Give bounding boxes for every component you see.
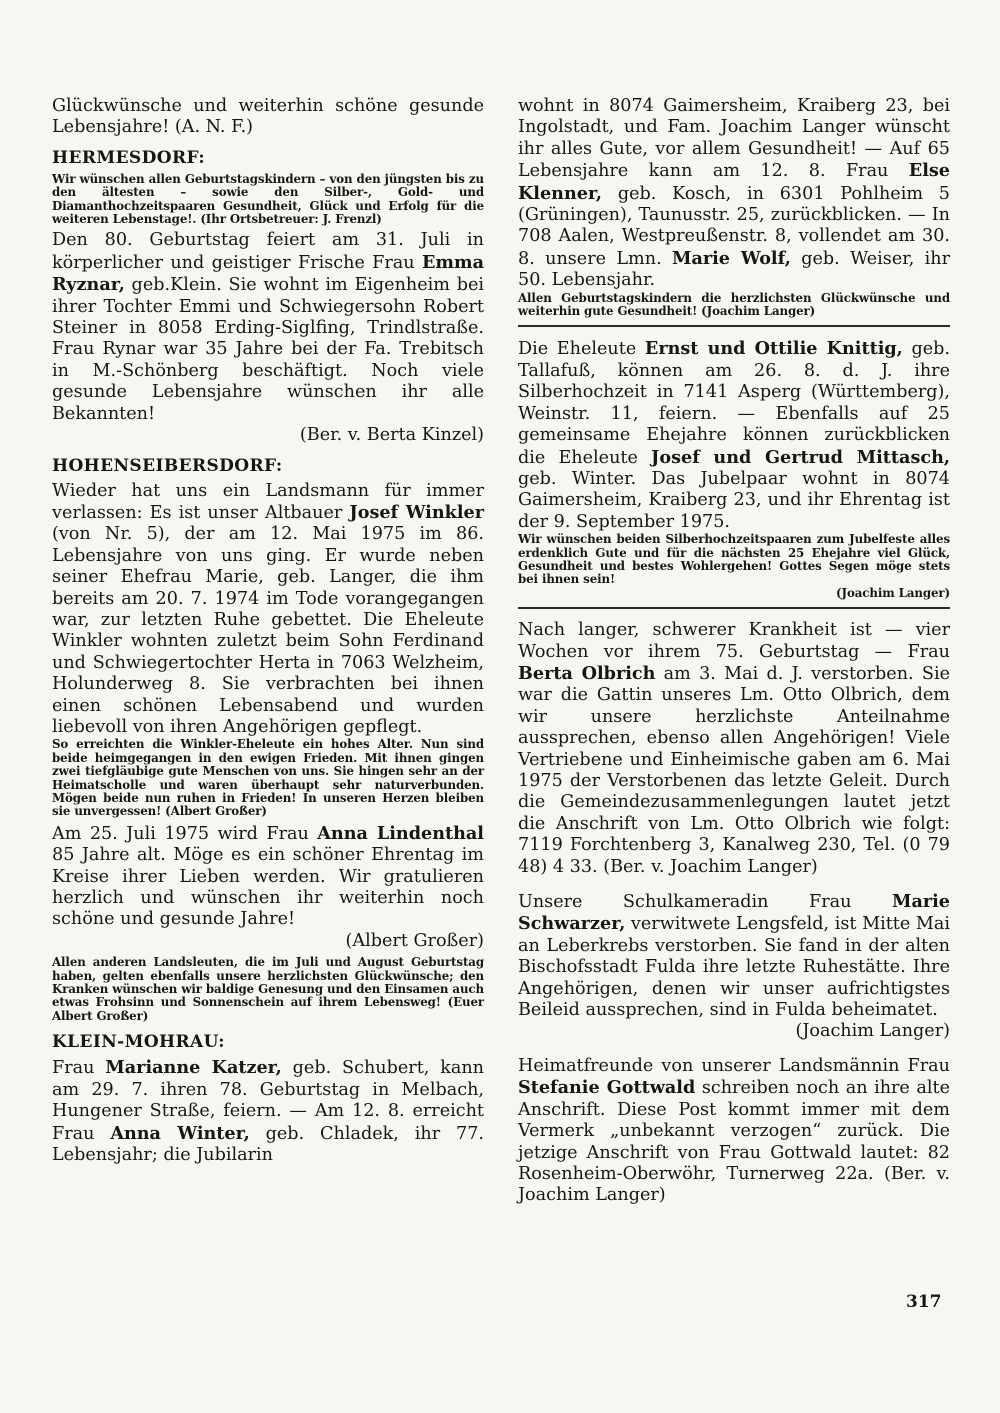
person-name: Stefanie Gottwald	[518, 1077, 696, 1099]
hohenseibersdorf-note-1: So erreichten die Winkler-Eheleute ein hohes Alter. Nun sind beide heimgegangen in den ewigen Frieden. Mit ihnen gingen zwei tiefgläubige gute Menschen von uns. Sie hingen sehr an der Heimatscholle und waren überhaupt sehr naturverbunden. Mögen beide nun ruhen in Frieden! In unseren Herzen bleiben sie unvergessen! (Albert Großer)	[52, 737, 484, 819]
text-run: Frau	[52, 1058, 106, 1079]
text-run: am 3. Mai d. J. verstorben. Sie war die Gattin unseres Lm. Otto Olbrich, dem wir unsere herzlichste Anteilnahme aussprechen, ebenso allen Angehörigen! Viele Vertriebene und Einheimische gaben am 6. Mai 1975 der Verstorbenen das letzte Geleit. Durch die Gemeindezusammenlegungen lautet jetzt die Anschrift von Lm. Otto Olbrich wie folgt: 7119 Forchtenberg 3, Kanalweg 230, Tel. (0 79 48) 4 33. (Ber. v. Joachim Langer)	[518, 663, 950, 877]
text-run: geb. Tallafuß, können am 26. 8. d. J. ihre Silberhochzeit in 7141 Asperg (Württemberg), Weinstr. 11, feiern. — Ebenfalls auf 25 gemeinsame Ehejahre können zurückblicken die Eheleute	[518, 339, 950, 468]
person-name: Marie Schwarzer,	[518, 891, 950, 935]
hermesdorf-paragraph-1	[52, 230, 484, 425]
right-paragraph-3	[518, 620, 950, 878]
hohenseibersdorf-signature: (Albert Großer)	[345, 930, 484, 951]
heading-hohenseibersdorf: HOHENSEIBERSDORF:	[52, 455, 283, 476]
heading-klein-mohrau: KLEIN-MOHRAU:	[52, 1032, 225, 1053]
text-run: Unsere Schulkameradin Frau	[518, 892, 892, 913]
left-column	[52, 96, 484, 1166]
person-name: Josef und Gertrud Mittasch,	[651, 446, 950, 468]
hohenseibersdorf-paragraph-2	[52, 823, 484, 931]
text-run: schreiben noch an ihre alte Anschrift. Diese Post kommt immer mit dem Vermerk „unbekannt verzogen“ zurück. Die jetzige Anschrift von Frau Gottwald lautet: 82 Rosenheim-Oberwöhr, Turnerweg 22a. (Ber. v. Joachim Langer)	[518, 1078, 950, 1206]
text-run: geb.Klein. Sie wohnt im Eigenheim bei ihrer Tochter Emmi und Schwiegersohn Robert Steiner in 8058 Erding-Siglfing, Trindlstraße. Frau Rynar war 35 Jahre bei der Fa. Trebitsch in M.-Schönberg beschäftigt. Noch viele gesunde Lebensjahre wünschen ihr alle Bekannten!	[52, 275, 484, 424]
right-note-2-signature: (Joachim Langer)	[836, 585, 950, 600]
section-divider	[518, 325, 950, 327]
person-name: Anna Winter,	[110, 1122, 250, 1144]
person-name: Josef Winkler	[349, 501, 484, 523]
right-paragraph-2	[518, 338, 950, 533]
person-name: Marie Wolf,	[671, 247, 791, 269]
section-divider	[518, 607, 950, 609]
text-run: geb. Chladek, ihr 77. Lebensjahr; die Jubilarin	[52, 1123, 485, 1165]
text-run: geb. Kosch, in 6301 Pohlheim 5 (Grüningen), Taunusstr. 25, zurückblicken. — In 708 Aalen, Westpreußenstr. 8, vollendet am 30. 8. unsere Lmn.	[518, 183, 950, 269]
person-name: Emma Ryznar,	[52, 251, 484, 296]
person-name: Anna Lindenthal	[317, 822, 484, 844]
intro-paragraph: Glückwünsche und weiterhin schöne gesunde Lebensjahre! (A. N. F.)	[52, 96, 484, 138]
text-run: Allen anderen Landsleuten,	[52, 955, 238, 970]
person-name: Berta Olbrich	[518, 662, 656, 684]
right-paragraph-4-signature: (Joachim Langer)	[795, 1021, 950, 1042]
person-name: Marianne Katzer,	[105, 1057, 282, 1079]
person-name: Else Klenner,	[518, 160, 950, 204]
text-run: Wieder hat uns ein Landsmann für immer verlassen: Es ist unser Altbauer	[52, 480, 484, 523]
text-run: verwitwete Lengsfeld, ist Mitte Mai an Leberkrebs verstorben. Sie fand in der alten Bischofsstadt Fulda ihre letzte Ruhestätte. Ihre Angehörigen, denen wir unser aufrichtigstes Beileid aussprechen, sind in Fulda beheimatet.	[518, 914, 950, 1021]
text-run: Nach langer, schwerer Krankheit ist — vier Wochen vor ihrem 75. Geburtstag — Frau	[518, 620, 950, 662]
text-run: Den 80. Geburtstag feiert am 31. Juli in körperlicher und geistiger Frische Frau	[52, 230, 484, 273]
text-run: geb. Winter. Das Jubelpaar wohnt in 8074 Gaimersheim, Kraiberg 23, und ihr Ehrentag ist der 9. September 1975.	[518, 468, 950, 532]
right-note-1: Allen Geburtstagskindern die herzlichsten Glückwünsche und weiterhin gute Gesundheit! (Joachim Langer)	[518, 290, 950, 319]
right-column	[518, 96, 950, 1207]
person-name: Ernst und Ottilie Knittig,	[644, 338, 903, 360]
heading-hermesdorf: HERMESDORF:	[52, 147, 206, 168]
right-note-2: Wir wünschen beiden Silberhochzeitspaaren zum Jubelfeste alles erdenklich Gute und für die nächsten 25 Ehejahre viel Glück, Gesundheit und bestes Wohlergehen! Gottes Segen möge stets bei ihnen sein!	[518, 532, 950, 587]
text-run: (von Nr. 5), der am 12. Mai 1975 im 86. Lebensjahre von uns ging. Er wurde neben seiner Ehefrau Marie, geb. Langer, die ihm bereits am 20. 7. 1974 im Tode vorangegangen war, zur letzten Ruhe gebettet. Die Eheleute Winkler wohnten zuletzt beim Sohn Ferdinand und Schwiegertochter Herta in 7063 Welzheim, Holunderweg 8. Sie verbrachten bei ihnen einen schönen Lebensabend und wurden liebevoll von ihren Angehörigen gepflegt.	[52, 524, 484, 737]
page-number: 317	[906, 1292, 942, 1312]
text-run: geb. Schubert, kann am 29. 7. ihren 78. Geburtstag in Melbach, Hungener Straße, feiern. — Am 12. 8. erreicht Frau	[52, 1058, 485, 1144]
text-run: Am 25. Juli 1975 wird Frau	[52, 823, 318, 844]
text-run: Heimatfreunde von unserer Landsmännin Frau	[518, 1055, 950, 1076]
text-run: geb. Weiser, ihr 50. Lebensjahr.	[518, 248, 950, 291]
hohenseibersdorf-note-2	[52, 956, 484, 1023]
right-paragraph-1	[518, 96, 950, 292]
right-paragraph-4	[518, 891, 950, 1021]
klein-mohrau-paragraph-1	[52, 1057, 484, 1166]
text-run: wohnt in 8074 Gaimersheim, Kraiberg 23, bei Ingolstadt, und Fam. Joachim Langer wünscht ihr alles Gute, vor allem Gesundheit! — Auf 65 Lebensjahre kann am 12. 8. Frau	[518, 96, 950, 182]
hermesdorf-signature: (Ber. v. Berta Kinzel)	[299, 425, 484, 446]
text-run: 85 Jahre alt. Möge es ein schöner Ehrentag im Kreise ihrer Lieben werden. Wir gratulieren herzlich und wünschen ihr weiterhin noch schöne und gesunde Jahre!	[52, 845, 484, 930]
hohenseibersdorf-paragraph-1	[52, 481, 484, 739]
text-run: die im Juli und August Geburtstag haben, gelten ebenfalls unsere herzlichsten Glückwünsche; den Kranken wünschen wir baldige Genesung und den Einsamen auch etwas Frohsinn und Sonnenschein auf ihrem Lebensweg! (Euer Albert Großer)	[52, 955, 484, 1023]
right-paragraph-5	[518, 1056, 950, 1207]
hermesdorf-note: Wir wünschen allen Geburtstagskindern – von den jüngsten bis zu den ältesten – sowie den Silber-, Gold- und Diamanthochzeitspaaren Gesundheit, Glück und Erfolg für die weiteren Lebenstage!. (Ihr Ortsbetreuer: J. Frenzl)	[52, 171, 484, 227]
text-run: Die Eheleute	[518, 339, 645, 360]
